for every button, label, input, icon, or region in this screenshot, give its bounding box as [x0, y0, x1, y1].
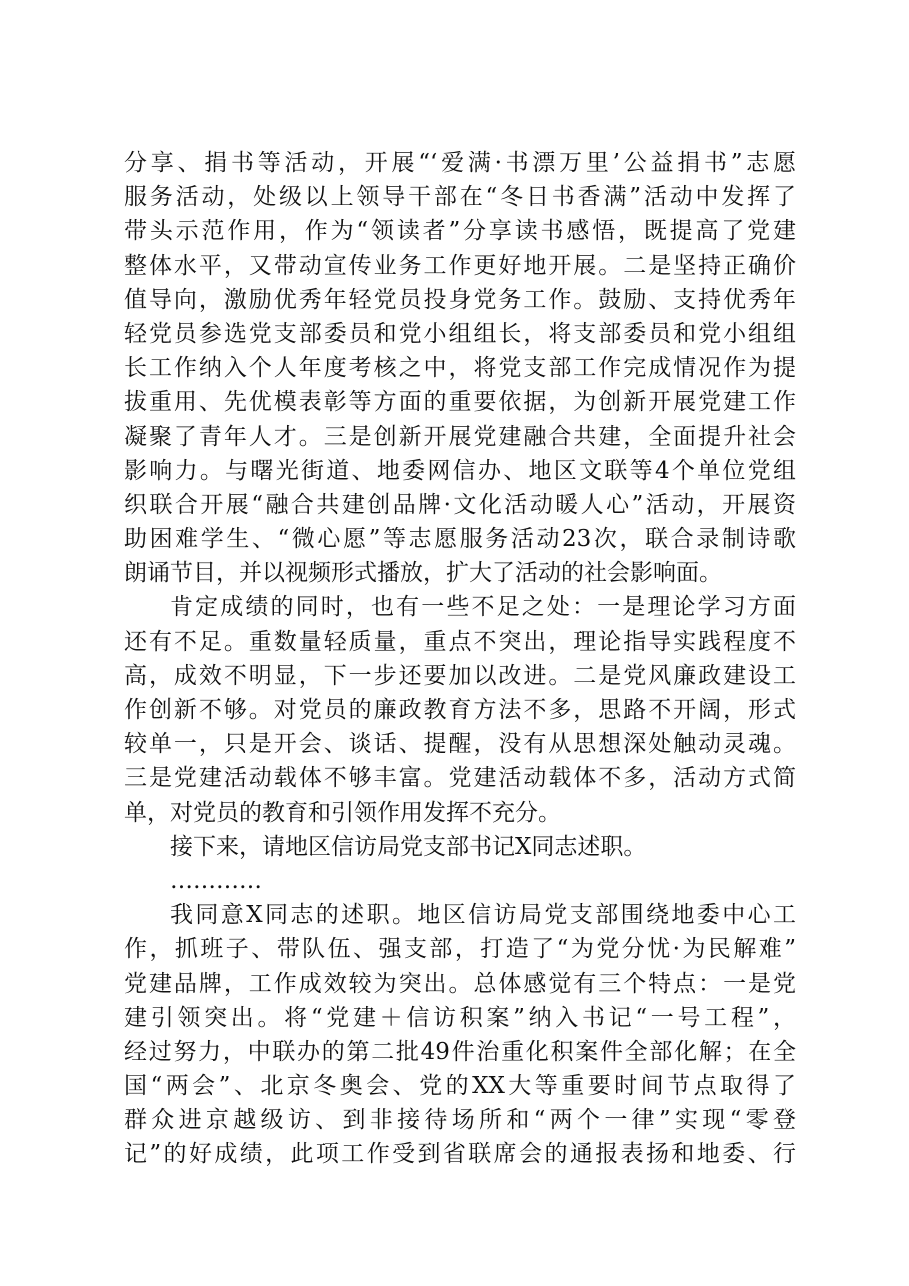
text-line: 分享、捐书等活动，开展“‘爱满·书漂万里’公益捐书”志愿 [124, 150, 796, 176]
text-line: 长工作纳入个人年度考核之中，将党支部工作完成情况作为提 [124, 355, 796, 382]
text-line: 影响力。与曙光街道、地委网信办、地区文联等4个单位党组 [124, 457, 796, 484]
text-line: 高，成效不明显，下一步还要加以改进。二是党风廉政建设工 [124, 662, 796, 689]
text-line: 记”的好成绩，此项工作受到省联席会的通报表扬和地委、行 [124, 1141, 796, 1168]
text-line: 作，抓班子、带队伍、强支部，打造了“为党分忧·为民解难” [124, 936, 796, 963]
text-line: 织联合开展“融合共建创品牌·文化活动暖人心”活动，开展资 [124, 491, 796, 518]
text-line: 党建品牌，工作成效较为突出。总体感觉有三个特点：一是党 [124, 970, 796, 997]
text-line: 整体水平，又带动宣传业务工作更好地开展。二是坚持正确价 [124, 252, 796, 279]
text-line: 单，对党员的教育和引领作用发挥不充分。 [124, 799, 561, 826]
text-line: 建引领突出。将“党建＋信访积案”纳入书记“一号工程”， [124, 1004, 796, 1031]
text-line: 肯定成绩的同时，也有一些不足之处：一是理论学习方面 [170, 594, 796, 621]
text-line: 助困难学生、“微心愿”等志愿服务活动23次，联合录制诗歌 [124, 526, 796, 553]
text-line: 较单一，只是开会、谈话、提醒，没有从思想深处触动灵魂。 [124, 731, 796, 758]
text-line: 凝聚了青年人才。三是创新开展党建融合共建，全面提升社会 [124, 423, 796, 450]
text-line: 我同意X同志的述职。地区信访局党支部围绕地委中心工 [170, 902, 796, 929]
text-line: 三是党建活动载体不够丰富。党建活动载体不多，活动方式简 [124, 765, 796, 792]
text-line: 服务活动，处级以上领导干部在“冬日书香满”活动中发挥了 [124, 184, 796, 211]
text-line: 还有不足。重数量轻质量，重点不突出，理论指导实践程度不 [124, 628, 796, 655]
document-body [124, 146, 796, 1172]
text-line: 值导向，激励优秀年轻党员投身党务工作。鼓励、支持优秀年 [124, 286, 796, 313]
text-line: 轻党员参选党支部委员和党小组组长，将支部委员和党小组组 [124, 320, 796, 347]
text-line: 朗诵节目，并以视频形式播放，扩大了活动的社会影响面。 [124, 560, 722, 587]
text-line: ………… [170, 867, 262, 894]
text-line: 接下来，请地区信访局党支部书记X同志述职。 [170, 833, 647, 860]
text-line: 经过努力，中联办的第二批49件治重化积案件全部化解；在全 [124, 1038, 796, 1065]
text-line: 带头示范作用，作为“领读者”分享读书感悟，既提高了党建 [124, 218, 796, 245]
text-line: 拔重用、先优模表彰等方面的重要依据，为创新开展党建工作 [124, 389, 796, 416]
text-line: 作创新不够。对党员的廉政教育方法不多，思路不开阔，形式 [124, 697, 796, 723]
text-line: 群众进京越级访、到非接待场所和“两个一律”实现“零登 [124, 1107, 796, 1134]
text-line: 国“两会”、北京冬奥会、党的XX大等重要时间节点取得了 [124, 1073, 796, 1100]
